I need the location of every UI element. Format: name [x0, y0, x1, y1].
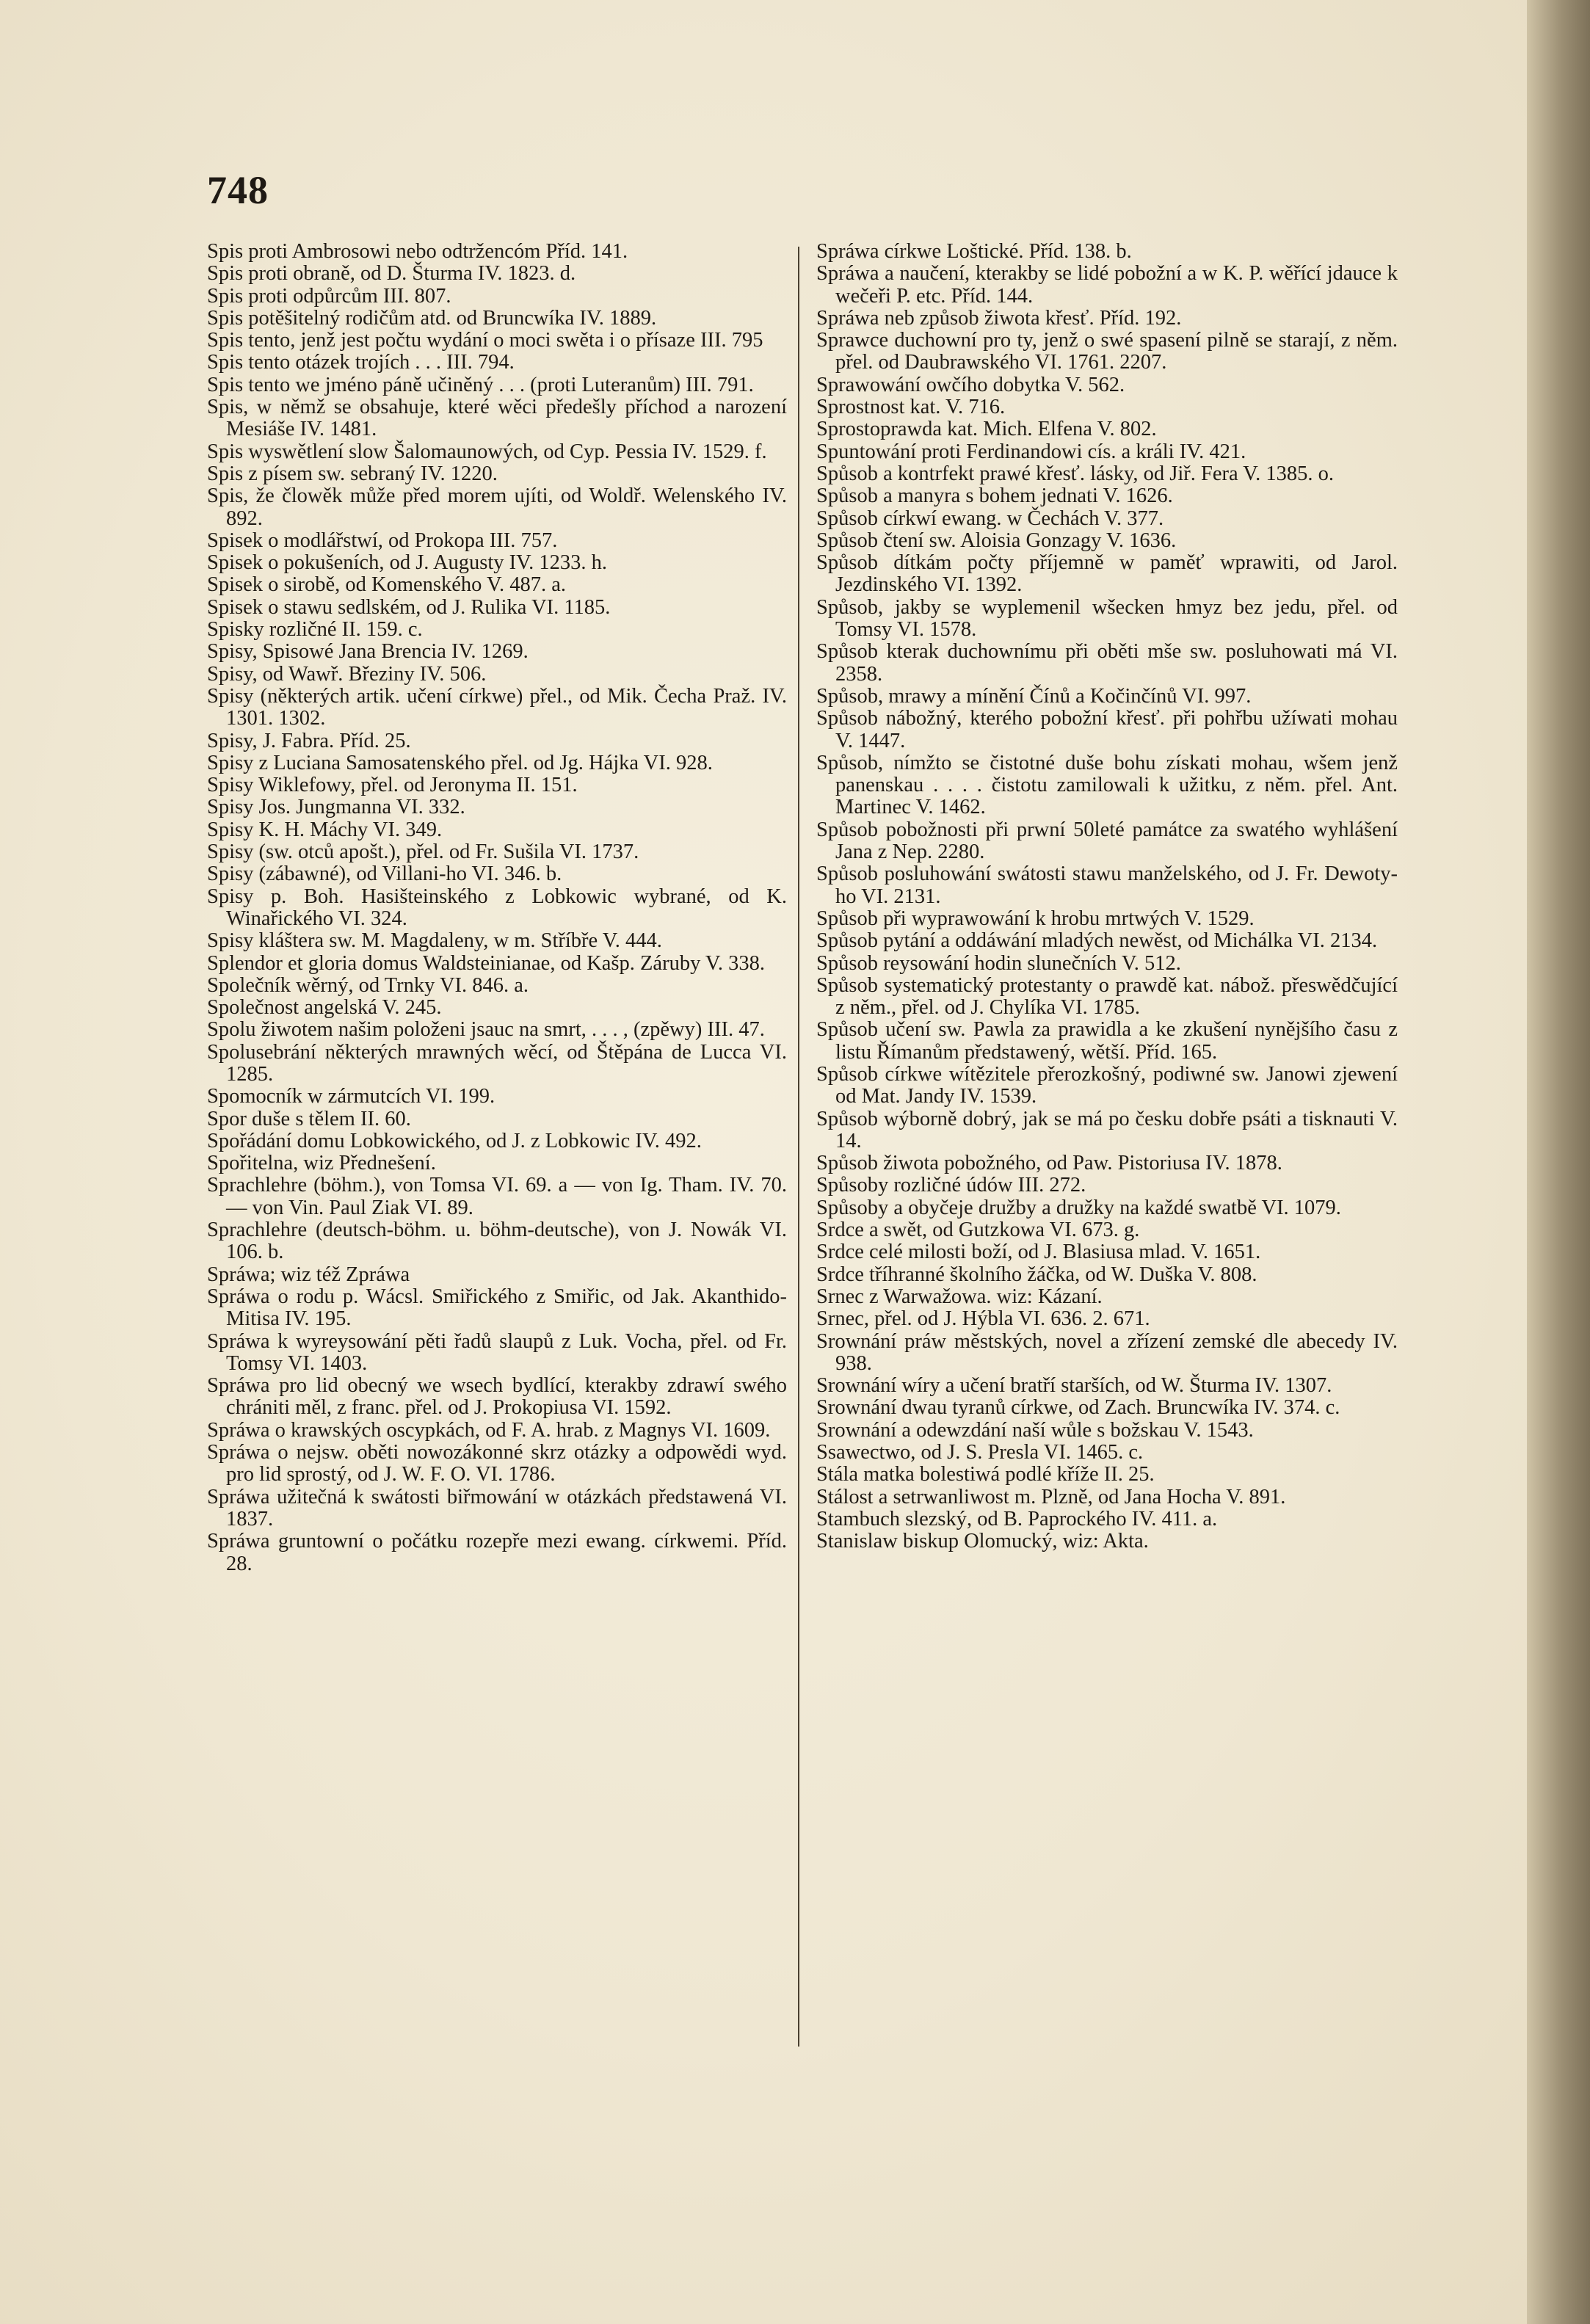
index-entry: Stála matka bolestiwá podlé kříže II. 25.	[816, 1463, 1155, 1486]
index-entry: Splendor et gloria domus Waldsteinianae, od Kašp. Záruby V. 338.	[207, 951, 765, 975]
index-entry: Stambuch slezský, od B. Paprockého IV. 411. a.	[816, 1507, 1218, 1530]
index-entry: Spisy Jos. Jungmanna VI. 332.	[207, 796, 465, 819]
index-entry: Spůsob učení sw. Pawla za prawidla a ke zkušení nynějšího času z listu Římanům předstawený, wětší. Příd. 165.	[816, 1018, 1398, 1064]
index-entry: Spis, že člowěk může před morem ujíti, od Woldř. Welenského IV. 892.	[207, 484, 787, 530]
index-entry: Sprawce duchowní pro ty, jenž o swé spasení pilně se starají, z něm. přel. od Daubrawského VI. 1761. 2207.	[816, 329, 1398, 374]
index-entry: Spisy p. Boh. Hasišteinského z Lobkowic wybrané, od K. Winařického VI. 324.	[207, 885, 787, 930]
page-edge-shadow	[1527, 0, 1590, 2324]
index-entry: Společnost angelská V. 245.	[207, 996, 442, 1020]
index-entry: Spomocník w zármutcích VI. 199.	[207, 1085, 495, 1108]
index-entry: Spis tento, jenž jest počtu wydání o moci swěta i o přísaze III. 795	[207, 329, 763, 352]
column-divider	[798, 247, 799, 2047]
index-entry: Srdce tříhranné školního žáčka, od W. Duška V. 808.	[816, 1263, 1257, 1286]
index-entry: Spuntowání proti Ferdinandowi cís. a králi IV. 421.	[816, 440, 1246, 463]
index-entry: Spůsob kterak duchownímu při oběti mše sw. posluhowati má VI. 2358.	[816, 640, 1398, 686]
index-entry: Spráwa o krawských oscypkách, od F. A. hrab. z Magnys VI. 1609.	[207, 1418, 771, 1442]
index-entry: Spůsob systematický protestanty o prawdě kat. nábož. přeswědčující z něm., přel. od J. Chylíka VI. 1785.	[816, 973, 1398, 1020]
index-entry: Srnec z Warwažowa. wiz: Kázaní.	[816, 1285, 1103, 1308]
index-entry: Spis, w němž se obsahuje, které wěci předešly příchod a narození Mesiáše IV. 1481.	[207, 396, 787, 441]
index-entry: Srnec, přel. od J. Hýbla VI. 636. 2. 671.	[816, 1307, 1150, 1331]
page-number: 748	[207, 168, 269, 212]
index-entry: Sprostnost kat. V. 716.	[816, 396, 1006, 419]
index-entry: Spůsob, nímžto se čistotné duše bohu získati mohau, wšem jenž panenskau . . . . čistotu zamilowali k užitku, z něm. přel. Ant. Martinec V. 1462.	[816, 751, 1398, 819]
index-entry: Spůsob dítkám počty příjemně w paměť wprawiti, od Jarol. Jezdinského VI. 1392.	[816, 551, 1398, 597]
index-entry: Spůsob, jakby se wyplemenil wšecken hmyz bez jedu, přel. od Tomsy VI. 1578.	[816, 595, 1398, 642]
index-entry: Sprostoprawda kat. Mich. Elfena V. 802.	[816, 418, 1157, 441]
index-entry: Spráwa o rodu p. Wácsl. Smiřického z Smiřic, od Jak. Akanthido-Mitisa IV. 195.	[207, 1285, 787, 1331]
index-entry: Spůsob pytání a oddáwání mladých newěst, od Michálka VI. 2134.	[816, 929, 1378, 953]
index-entry: Spis tento we jméno páně učiněný . . . (proti Luteranům) III. 791.	[207, 373, 754, 396]
index-entry: Spráwa církwe Loštické. Příd. 138. b.	[816, 240, 1132, 263]
index-entry: Spisek o stawu sedlském, od J. Rulika VI. 1185.	[207, 595, 611, 619]
index-entry: Srdce a swět, od Gutzkowa VI. 673. g.	[816, 1219, 1140, 1242]
index-entry: Spisky rozličné II. 159. c.	[207, 618, 423, 642]
left-column	[207, 241, 787, 1575]
index-entry: Spis proti Ambrosowi nebo odtržencóm Příd. 141.	[207, 240, 628, 263]
index-entry: Spráwa užitečná k swátosti biřmowání w otázkách předstawená VI. 1837.	[207, 1485, 787, 1530]
index-entry: Spisy, od Wawř. Březiny IV. 506.	[207, 662, 487, 686]
index-entry: Srdce celé milosti boží, od J. Blasiusa mlad. V. 1651.	[816, 1241, 1261, 1264]
index-entry: Srownání a odewzdání naší wůle s božskau V. 1543.	[816, 1418, 1254, 1442]
index-entry: Sprawowání owčího dobytka V. 562.	[816, 373, 1125, 396]
index-entry: Srownání dwau tyranů církwe, od Zach. Bruncwíka IV. 374. c.	[816, 1396, 1340, 1420]
index-entry: Spráwa a naučení, kterakby se lidé pobožní a w K. P. wěřící jdauce k wečeři P. etc. Příd. 144.	[816, 262, 1398, 308]
index-entry: Spisy, Spisowé Jana Brencia IV. 1269.	[207, 640, 529, 664]
index-entry: Ssawectwo, od J. S. Presla VI. 1465. c.	[816, 1441, 1144, 1464]
index-entry: Spisy (některých artik. učení církwe) přel., od Mik. Čecha Praž. IV. 1301. 1302.	[207, 684, 787, 730]
index-entry: Spůsob žiwota pobožného, od Paw. Pistoriusa IV. 1878.	[816, 1152, 1282, 1175]
index-entry: Spůsob reysowání hodin slunečních V. 512.	[816, 951, 1181, 975]
index-entry: Spis proti odpůrcům III. 807.	[207, 284, 451, 308]
index-entry: Spor duše s tělem II. 60.	[207, 1107, 411, 1130]
index-entry: Spůsob čtení sw. Aloisia Gonzagy V. 1636.	[816, 529, 1177, 552]
index-entry: Spůsob, mrawy a mínění Čínů a Kočinčínů VI. 997.	[816, 684, 1252, 708]
index-entry: Spisy (sw. otců apošt.), přel. od Fr. Sušila VI. 1737.	[207, 840, 639, 864]
index-entry: Spořitelna, wiz Přednešení.	[207, 1152, 436, 1175]
index-entry: Spůsob wýborně dobrý, jak se má po česku dobře psáti a tisknauti V. 14.	[816, 1107, 1398, 1152]
index-entry: Spráwa o nejsw. oběti nowozákonné skrz otázky a odpowědi wyd. pro lid sprostý, od J. W. F. O. VI. 1786.	[207, 1441, 787, 1486]
index-entry: Sprachlehre (deutsch-böhm. u. böhm-deutsche), von J. Nowák VI. 106. b.	[207, 1219, 787, 1264]
index-entry: Spráwa k wyreysowání pěti řadů slaupů z Luk. Vocha, přel. od Fr. Tomsy VI. 1403.	[207, 1329, 787, 1375]
index-entry: Spůsoby rozličné údów III. 272.	[816, 1174, 1086, 1197]
index-entry: Spůsob posluhowání swátosti stawu manželského, od J. Fr. Dewoty-ho VI. 2131.	[816, 863, 1398, 908]
index-entry: Spis z písem sw. sebraný IV. 1220.	[207, 462, 498, 485]
index-entry: Spolu žiwotem našim položeni jsauc na smrt, . . . , (zpěwy) III. 47.	[207, 1018, 765, 1042]
index-entry: Spůsob nábožný, kterého pobožní křesť. při pohřbu užíwati mohau V. 1447.	[816, 707, 1398, 752]
right-column	[816, 241, 1398, 1553]
index-entry: Spůsob a manyra s bohem jednati V. 1626.	[816, 484, 1173, 508]
index-entry: Srownání wíry a učení bratří starších, od W. Šturma IV. 1307.	[816, 1374, 1332, 1398]
index-entry: Spráwa pro lid obecný we wsech bydlící, kterakby zdrawí swého chrániti měl, z franc. přel. od J. Prokopiusa VI. 1592.	[207, 1374, 787, 1420]
index-entry: Spisek o sirobě, od Komenského V. 487. a.	[207, 573, 566, 597]
index-entry: Spůsob pobožnosti při prwní 50leté památce za swatého wyhlášení Jana z Nep. 2280.	[816, 818, 1398, 864]
index-entry: Společník wěrný, od Trnky VI. 846. a.	[207, 973, 529, 997]
index-entry: Spůsob a kontrfekt prawé křesť. lásky, od Jiř. Fera V. 1385. o.	[816, 462, 1335, 485]
index-entry: Spůsob církwí ewang. w Čechách V. 377.	[816, 506, 1164, 530]
index-entry: Spisy Wiklefowy, přel. od Jeronyma II. 151.	[207, 774, 578, 797]
index-entry: Spůsoby a obyčeje družby a družky na každé swatbě VI. 1079.	[816, 1196, 1341, 1219]
index-entry: Spráwa neb způsob žiwota křesť. Příd. 192.	[816, 306, 1182, 330]
index-entry: Spisy, J. Fabra. Příd. 25.	[207, 729, 411, 752]
index-entry: Spisy K. H. Máchy VI. 349.	[207, 818, 443, 841]
index-entry: Spráwa gruntowní o počátku rozepře mezi ewang. církwemi. Příd. 28.	[207, 1530, 787, 1575]
index-entry: Spisek o pokušeních, od J. Augusty IV. 1233. h.	[207, 551, 607, 575]
index-entry: Srownání práw městských, novel a zřízení zemské dle abecedy IV. 938.	[816, 1329, 1398, 1375]
index-entry: Spisy kláštera sw. M. Magdaleny, w m. Stříbře V. 444.	[207, 929, 662, 953]
index-entry: Spořádání domu Lobkowického, od J. z Lobkowic IV. 492.	[207, 1129, 702, 1152]
index-entry: Spis tento otázek trojích . . . III. 794.	[207, 351, 515, 374]
index-entry: Spisek o modlářstwí, od Prokopa III. 757.	[207, 529, 558, 552]
index-entry: Stálost a setrwanliwost m. Plzně, od Jana Hocha V. 891.	[816, 1485, 1286, 1508]
index-entry: Spůsob při wyprawowání k hrobu mrtwých V. 1529.	[816, 907, 1255, 930]
index-entry: Stanislaw biskup Olomucký, wiz: Akta.	[816, 1530, 1149, 1553]
index-entry: Spolusebrání některých mrawných wěcí, od Štěpána de Lucca VI. 1285.	[207, 1040, 787, 1086]
index-entry: Spis proti obraně, od D. Šturma IV. 1823. d.	[207, 262, 576, 286]
index-entry: Spisy (zábawné), od Villani-ho VI. 346. b.	[207, 863, 562, 886]
index-entry: Spis wyswětlení slow Šalomaunowých, od Cyp. Pessia IV. 1529. f.	[207, 440, 767, 463]
index-entry: Spůsob církwe wítězitele přerozkošný, podiwné sw. Janowi zjewení od Mat. Jandy IV. 1539.	[816, 1062, 1398, 1108]
index-entry: Spis potěšitelný rodičům atd. od Bruncwíka IV. 1889.	[207, 306, 657, 330]
index-entry: Spisy z Luciana Samosatenského přel. od Jg. Hájka VI. 928.	[207, 751, 713, 774]
index-entry: Sprachlehre (böhm.), von Tomsa VI. 69. a — von Ig. Tham. IV. 70. — von Vin. Paul Ziak VI. 89.	[207, 1174, 787, 1219]
index-entry: Spráwa; wiz též Zpráwa	[207, 1263, 410, 1286]
